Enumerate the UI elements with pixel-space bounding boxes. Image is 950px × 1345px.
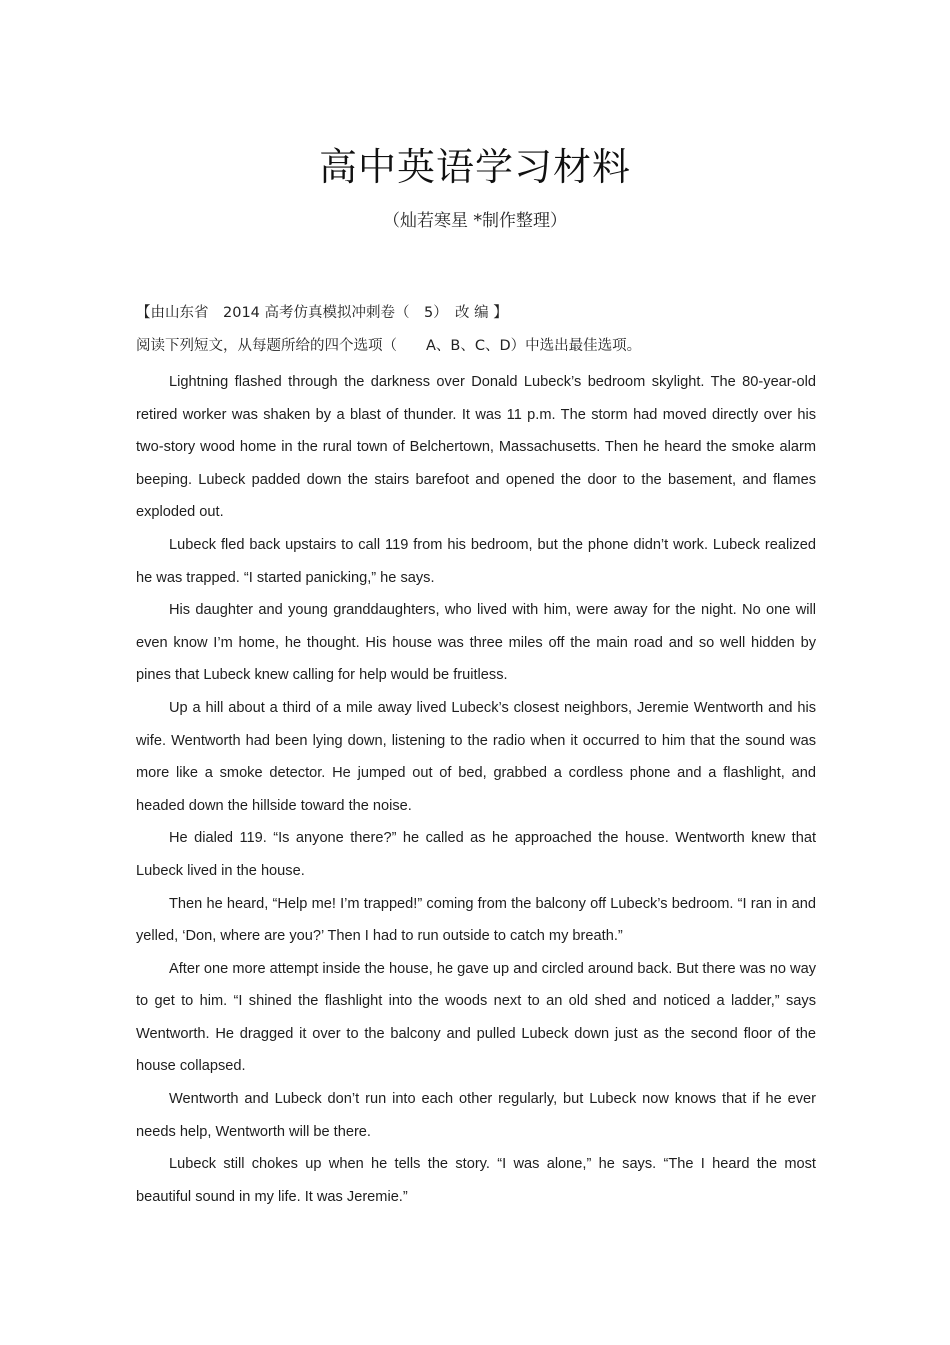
paragraph: Wentworth and Lubeck don’t run into each other regularly, but Lubeck now knows that if he ever needs help, Wentworth will be there.: [136, 1091, 816, 1140]
paragraph: Lubeck fled back upstairs to call 119 from his bedroom, but the phone didn’t work. Lubeck realized he was trapped. “I started panicking,” he says.: [136, 536, 816, 586]
paragraph: Lubeck still chokes up when he tells the story. “I was alone,” he says. “The I heard the most beautiful sound in my life. It was Jeremie.”: [136, 1156, 816, 1205]
paragraph: Up a hill about a third of a mile away lived Lubeck’s closest neighbors, Jeremie Wentworth and his wife. Wentworth had been lying down, listening to the radio when it occurred to him that the sound was more like a smoke detector. He jumped out of bed, grabbed a cordless phone and a flashlight, and headed down the hillside toward the noise.: [136, 699, 816, 814]
instruction-text: 阅读下列短文，从每题所给的四个选项（ A、B、C、D）中选出最佳选项。: [136, 338, 642, 354]
paragraph: After one more attempt inside the house, he gave up and circled around back. But there was no way to get to him. “I shined the flashlight into the woods next to an old shed and noticed a ladder,” says Wentworth. He dragged it over to the balcony and pulled Lubeck down just as the second floor of the house collapsed.: [136, 960, 816, 1075]
paragraph: Then he heard, “Help me! I’m trapped!” coming from the balcony off Lubeck’s bedroom. “I ran in and yelled, ‘Don, where are you?’ Then I had to run outside to catch my breath.”: [136, 895, 816, 945]
page-title: 高中英语学习材料: [318, 145, 631, 189]
page-subtitle: （灿若寒星 *制作整理）: [383, 211, 567, 231]
reading-passage: [136, 366, 816, 1213]
paragraph: His daughter and young granddaughters, who lived with him, were away for the night. No one will even know I’m home, he thought. His house was three miles off the main road and so well hidden by pines that Lubeck knew calling for help would be fruitless.: [136, 602, 816, 684]
source-note: 【由山东省 2014 高考仿真模拟冲刺卷（ 5） 改 编 】: [136, 305, 508, 321]
paragraph: Lightning flashed through the darkness over Donald Lubeck’s bedroom skylight. The 80-year-old retired worker was shaken by a blast of thunder. It was 11 p.m. The storm had moved directly over his two-story wood home in the rural town of Belchertown, Massachusetts. Then he heard the smoke alarm beeping. Lubeck padded down the stairs barefoot and opened the door to the basement, and flames exploded out.: [136, 374, 816, 521]
paragraph: He dialed 119. “Is anyone there?” he called as he approached the house. Wentworth knew that Lubeck lived in the house.: [136, 830, 816, 879]
